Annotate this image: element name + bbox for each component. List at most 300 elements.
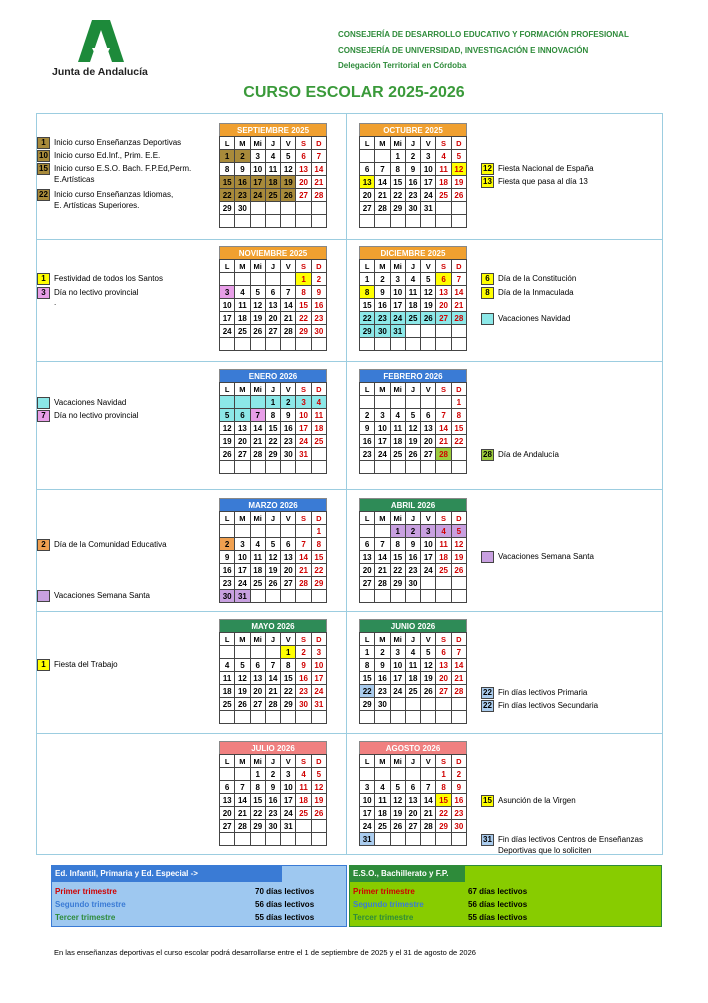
weekday-header: Mi xyxy=(390,755,405,768)
day-cell xyxy=(375,215,390,228)
day-cell: 24 xyxy=(311,685,326,698)
legend-item xyxy=(37,397,126,409)
day-cell: 4 xyxy=(235,286,250,299)
day-cell: 18 xyxy=(390,435,405,448)
day-cell: 13 xyxy=(436,286,451,299)
divider-3 xyxy=(36,489,663,490)
weekday-header: V xyxy=(421,383,436,396)
weekday-header: D xyxy=(311,755,326,768)
day-cell: 5 xyxy=(390,781,405,794)
day-cell: 14 xyxy=(265,672,280,685)
day-cell: 25 xyxy=(265,189,280,202)
day-cell: 27 xyxy=(405,820,420,833)
legend-swatch: 28 xyxy=(481,449,494,461)
legend-line: Día de la Constitución xyxy=(498,274,577,283)
day-cell: 1 xyxy=(250,768,265,781)
day-cell xyxy=(421,325,436,338)
stats-row xyxy=(52,885,346,898)
day-cell xyxy=(375,150,390,163)
legend-label xyxy=(498,287,574,298)
month-calendar xyxy=(359,498,467,603)
day-cell: 8 xyxy=(265,409,280,422)
day-cell: 9 xyxy=(235,163,250,176)
legend-item xyxy=(481,700,598,712)
day-cell: 30 xyxy=(375,325,390,338)
day-cell: 4 xyxy=(311,396,326,409)
day-cell: 15 xyxy=(390,551,405,564)
day-cell: 29 xyxy=(311,577,326,590)
day-cell xyxy=(421,590,436,603)
weekday-header: M xyxy=(235,137,250,150)
day-cell: 12 xyxy=(405,422,420,435)
legend-swatch: 10 xyxy=(37,150,50,162)
day-cell: 22 xyxy=(281,685,296,698)
legend-item xyxy=(37,163,191,185)
day-cell: 19 xyxy=(451,176,466,189)
day-cell xyxy=(375,525,390,538)
day-cell: 10 xyxy=(235,551,250,564)
day-cell: 22 xyxy=(451,435,466,448)
weekday-header: J xyxy=(265,260,280,273)
day-cell: 15 xyxy=(436,794,451,807)
day-cell: 16 xyxy=(360,435,375,448)
legend-line: Fiesta del Trabajo xyxy=(54,660,118,669)
day-cell: 6 xyxy=(421,409,436,422)
day-cell xyxy=(311,338,326,351)
day-cell: 27 xyxy=(436,312,451,325)
day-cell xyxy=(360,215,375,228)
day-cell: 3 xyxy=(235,538,250,551)
day-cell xyxy=(265,338,280,351)
day-cell: 1 xyxy=(220,150,235,163)
day-cell xyxy=(390,711,405,724)
day-cell xyxy=(220,646,235,659)
day-cell: 26 xyxy=(405,448,420,461)
weekday-header: L xyxy=(360,137,375,150)
weekday-header: S xyxy=(296,633,311,646)
legend-swatch: 12 xyxy=(481,163,494,175)
weekday-header: V xyxy=(281,633,296,646)
legend-swatch: 3 xyxy=(37,287,50,299)
day-cell: 30 xyxy=(296,698,311,711)
day-cell xyxy=(375,768,390,781)
day-cell xyxy=(375,396,390,409)
day-cell: 24 xyxy=(250,189,265,202)
day-cell: 18 xyxy=(296,794,311,807)
day-cell: 29 xyxy=(390,202,405,215)
day-cell: 30 xyxy=(451,820,466,833)
day-cell: 27 xyxy=(235,448,250,461)
day-cell: 6 xyxy=(281,538,296,551)
day-cell xyxy=(451,590,466,603)
day-cell xyxy=(311,448,326,461)
day-cell: 22 xyxy=(360,312,375,325)
legend-item xyxy=(481,176,588,188)
day-cell: 14 xyxy=(250,422,265,435)
day-cell: 7 xyxy=(235,781,250,794)
day-cell xyxy=(235,338,250,351)
weekday-header: D xyxy=(451,512,466,525)
page-title: CURSO ESCOLAR 2025-2026 xyxy=(243,84,465,101)
stats-title: E.S.O., Bachillerato y F.P. xyxy=(350,866,465,882)
legend-item xyxy=(37,539,167,551)
day-cell: 11 xyxy=(375,794,390,807)
weekday-header: M xyxy=(375,512,390,525)
weekday-header: L xyxy=(220,383,235,396)
day-cell: 16 xyxy=(311,299,326,312)
weekday-header: L xyxy=(220,512,235,525)
day-cell xyxy=(296,338,311,351)
day-cell: 16 xyxy=(451,794,466,807)
day-cell xyxy=(265,711,280,724)
day-cell: 17 xyxy=(311,672,326,685)
term-label: Primer trimestre xyxy=(55,887,117,896)
weekday-header: S xyxy=(296,512,311,525)
day-cell: 11 xyxy=(405,286,420,299)
day-cell xyxy=(311,215,326,228)
day-cell: 13 xyxy=(250,672,265,685)
day-cell xyxy=(421,577,436,590)
term-days: 56 días lectivos xyxy=(255,900,315,909)
day-cell: 7 xyxy=(436,409,451,422)
day-cell: 22 xyxy=(390,564,405,577)
day-cell xyxy=(451,325,466,338)
legend-label xyxy=(54,150,160,161)
legend-label xyxy=(54,590,150,601)
month-calendar xyxy=(219,619,327,724)
weekday-header: J xyxy=(405,512,420,525)
day-cell: 16 xyxy=(405,551,420,564)
day-cell: 8 xyxy=(360,286,375,299)
legend-line: Festividad de todos los Santos xyxy=(54,274,163,283)
day-cell: 25 xyxy=(375,820,390,833)
day-cell: 1 xyxy=(311,525,326,538)
weekday-header: Mi xyxy=(250,137,265,150)
legend-label xyxy=(54,273,163,284)
stats-row xyxy=(350,911,661,924)
day-cell: 18 xyxy=(250,564,265,577)
month-title: AGOSTO 2026 xyxy=(359,741,467,754)
legend-item xyxy=(37,287,138,299)
legend-swatch xyxy=(481,551,494,563)
day-cell xyxy=(235,461,250,474)
legend-label xyxy=(54,287,138,298)
day-cell xyxy=(405,325,420,338)
day-cell xyxy=(405,338,420,351)
day-cell: 27 xyxy=(220,820,235,833)
legend-item xyxy=(481,834,643,856)
legend-item xyxy=(37,189,173,211)
term-label: Segundo trimestre xyxy=(353,900,424,909)
day-cell xyxy=(436,577,451,590)
day-cell: 19 xyxy=(421,299,436,312)
day-cell: 23 xyxy=(360,448,375,461)
weekday-header: L xyxy=(360,512,375,525)
day-cell xyxy=(405,215,420,228)
legend-swatch: 13 xyxy=(481,176,494,188)
day-cell: 28 xyxy=(235,820,250,833)
day-cell xyxy=(375,711,390,724)
legend-label xyxy=(498,795,576,806)
day-cell: 3 xyxy=(281,768,296,781)
day-cell xyxy=(250,338,265,351)
day-cell xyxy=(220,461,235,474)
day-cell: 1 xyxy=(296,273,311,286)
day-cell xyxy=(405,711,420,724)
day-cell: 20 xyxy=(250,685,265,698)
weekday-header: L xyxy=(220,137,235,150)
day-cell: 12 xyxy=(421,286,436,299)
weekday-header: L xyxy=(360,383,375,396)
legend-swatch: 6 xyxy=(481,273,494,285)
day-cell: 29 xyxy=(296,325,311,338)
weekday-header: M xyxy=(375,755,390,768)
weekday-header: J xyxy=(405,383,420,396)
legend-swatch xyxy=(37,590,50,602)
day-cell: 29 xyxy=(250,820,265,833)
day-cell: 12 xyxy=(451,163,466,176)
day-cell: 20 xyxy=(235,435,250,448)
month-title: SEPTIEMBRE 2025 xyxy=(219,123,327,136)
day-cell xyxy=(281,711,296,724)
day-cell: 2 xyxy=(265,768,280,781)
day-cell: 27 xyxy=(281,577,296,590)
weekday-header: M xyxy=(235,512,250,525)
legend-item xyxy=(37,137,181,149)
day-cell: 7 xyxy=(451,646,466,659)
day-cell: 19 xyxy=(421,672,436,685)
day-cell: 17 xyxy=(220,312,235,325)
month-calendar xyxy=(359,123,467,228)
legend-label xyxy=(498,449,559,460)
weekday-header: M xyxy=(235,260,250,273)
legend-label xyxy=(54,137,181,148)
legend-item xyxy=(481,795,576,807)
day-cell xyxy=(296,590,311,603)
day-cell xyxy=(436,711,451,724)
calendar-frame xyxy=(36,113,663,855)
month-calendar xyxy=(359,369,467,474)
day-cell: 29 xyxy=(281,698,296,711)
weekday-header: V xyxy=(421,512,436,525)
day-cell xyxy=(296,202,311,215)
day-cell: 18 xyxy=(220,685,235,698)
weekday-header: L xyxy=(220,260,235,273)
legend-label xyxy=(498,700,598,711)
day-cell: 28 xyxy=(451,685,466,698)
day-cell: 10 xyxy=(421,538,436,551)
legend-swatch: 1 xyxy=(37,137,50,149)
day-cell xyxy=(235,711,250,724)
day-cell: 28 xyxy=(436,448,451,461)
legend-label xyxy=(54,539,167,550)
day-cell: 4 xyxy=(296,768,311,781)
day-cell: 10 xyxy=(421,163,436,176)
weekday-header: M xyxy=(375,633,390,646)
day-cell: 30 xyxy=(281,448,296,461)
day-cell: 6 xyxy=(220,781,235,794)
weekday-header: J xyxy=(405,137,420,150)
day-cell: 3 xyxy=(360,781,375,794)
day-cell xyxy=(360,711,375,724)
legend-label xyxy=(498,687,587,698)
legend-line: Vacaciones Navidad xyxy=(54,398,127,407)
day-cell: 14 xyxy=(311,163,326,176)
stats-secundaria xyxy=(349,865,662,927)
day-cell: 24 xyxy=(390,685,405,698)
stats-row xyxy=(52,911,346,924)
day-cell: 1 xyxy=(436,768,451,781)
month-title: ENERO 2026 xyxy=(219,369,327,382)
day-cell xyxy=(235,768,250,781)
legend-line: Vacaciones Semana Santa xyxy=(498,552,594,561)
day-cell: 22 xyxy=(436,807,451,820)
weekday-header: J xyxy=(265,633,280,646)
day-cell: 29 xyxy=(360,698,375,711)
day-cell: 17 xyxy=(390,299,405,312)
day-cell xyxy=(421,698,436,711)
header-lines xyxy=(338,27,629,74)
day-cell: 4 xyxy=(436,525,451,538)
day-cell: 4 xyxy=(436,150,451,163)
legend-line: Fiesta Nacional de España xyxy=(498,164,594,173)
legend-item xyxy=(37,273,163,285)
term-days: 56 días lectivos xyxy=(468,900,528,909)
day-cell: 4 xyxy=(405,646,420,659)
day-cell: 2 xyxy=(281,396,296,409)
day-cell: 18 xyxy=(405,299,420,312)
weekday-header: M xyxy=(235,633,250,646)
day-cell: 5 xyxy=(235,659,250,672)
legend-swatch xyxy=(481,313,494,325)
legend-line: Día de Andalucía xyxy=(498,450,559,459)
day-cell xyxy=(250,273,265,286)
weekday-header: J xyxy=(265,512,280,525)
month-calendar xyxy=(219,741,327,846)
day-cell: 28 xyxy=(375,202,390,215)
day-cell: 7 xyxy=(375,163,390,176)
day-cell xyxy=(405,768,420,781)
day-cell: 8 xyxy=(311,538,326,551)
day-cell xyxy=(405,833,420,846)
day-cell: 14 xyxy=(421,794,436,807)
day-cell: 3 xyxy=(390,646,405,659)
day-cell xyxy=(311,711,326,724)
day-cell: 20 xyxy=(220,807,235,820)
weekday-header: L xyxy=(360,633,375,646)
day-cell: 27 xyxy=(296,189,311,202)
legend-item xyxy=(37,410,138,422)
day-cell: 6 xyxy=(360,538,375,551)
day-cell xyxy=(250,833,265,846)
day-cell: 13 xyxy=(360,176,375,189)
day-cell: 18 xyxy=(311,422,326,435)
day-cell: 4 xyxy=(375,781,390,794)
day-cell: 29 xyxy=(220,202,235,215)
legend-line: Deportivas que lo soliciten xyxy=(498,846,592,855)
legend-line: Día no lectivo provincial xyxy=(54,288,139,297)
weekday-header: S xyxy=(296,755,311,768)
weekday-header: Mi xyxy=(250,633,265,646)
day-cell: 25 xyxy=(405,312,420,325)
day-cell xyxy=(390,396,405,409)
day-cell: 29 xyxy=(265,448,280,461)
weekday-header: J xyxy=(405,755,420,768)
legend-line: E. Artísticas Superiores. xyxy=(54,201,140,210)
weekday-header: V xyxy=(281,137,296,150)
legend-item xyxy=(37,659,118,671)
day-cell: 5 xyxy=(281,150,296,163)
day-cell: 10 xyxy=(281,781,296,794)
weekday-header: L xyxy=(360,755,375,768)
day-cell xyxy=(296,820,311,833)
day-cell xyxy=(265,646,280,659)
day-cell: 18 xyxy=(235,312,250,325)
legend-item xyxy=(481,287,574,299)
day-cell xyxy=(405,461,420,474)
day-cell: 20 xyxy=(436,299,451,312)
day-cell: 29 xyxy=(436,820,451,833)
day-cell xyxy=(250,202,265,215)
day-cell: 18 xyxy=(405,672,420,685)
legend-line: Día de la Comunidad Educativa xyxy=(54,540,167,549)
day-cell: 18 xyxy=(436,176,451,189)
stray-dot: . xyxy=(54,298,57,307)
day-cell: 5 xyxy=(421,273,436,286)
weekday-header: L xyxy=(220,633,235,646)
weekday-header: V xyxy=(421,260,436,273)
weekday-header: D xyxy=(311,260,326,273)
day-cell: 3 xyxy=(296,396,311,409)
day-cell xyxy=(436,215,451,228)
day-cell xyxy=(451,833,466,846)
day-cell: 5 xyxy=(311,768,326,781)
day-cell xyxy=(421,461,436,474)
day-cell: 8 xyxy=(436,781,451,794)
day-cell: 16 xyxy=(375,672,390,685)
weekday-header: Mi xyxy=(250,383,265,396)
term-label: Segundo trimestre xyxy=(55,900,126,909)
day-cell: 4 xyxy=(265,150,280,163)
day-cell: 8 xyxy=(220,163,235,176)
legend-item xyxy=(481,163,594,175)
weekday-header: D xyxy=(311,383,326,396)
day-cell: 2 xyxy=(296,646,311,659)
weekday-header: S xyxy=(436,512,451,525)
day-cell: 19 xyxy=(235,685,250,698)
day-cell: 19 xyxy=(265,564,280,577)
day-cell: 28 xyxy=(375,577,390,590)
day-cell: 13 xyxy=(281,551,296,564)
day-cell xyxy=(281,202,296,215)
legend-label xyxy=(498,834,643,856)
day-cell xyxy=(281,273,296,286)
weekday-header: S xyxy=(436,633,451,646)
weekday-header: J xyxy=(265,137,280,150)
day-cell xyxy=(436,396,451,409)
weekday-header: V xyxy=(281,512,296,525)
term-days: 70 días lectivos xyxy=(255,887,315,896)
legend-item xyxy=(481,273,576,285)
legend-swatch: 22 xyxy=(481,687,494,699)
day-cell: 19 xyxy=(250,312,265,325)
day-cell: 20 xyxy=(436,672,451,685)
day-cell xyxy=(311,461,326,474)
day-cell: 23 xyxy=(405,564,420,577)
day-cell: 2 xyxy=(220,538,235,551)
day-cell: 16 xyxy=(265,794,280,807)
day-cell: 17 xyxy=(281,794,296,807)
